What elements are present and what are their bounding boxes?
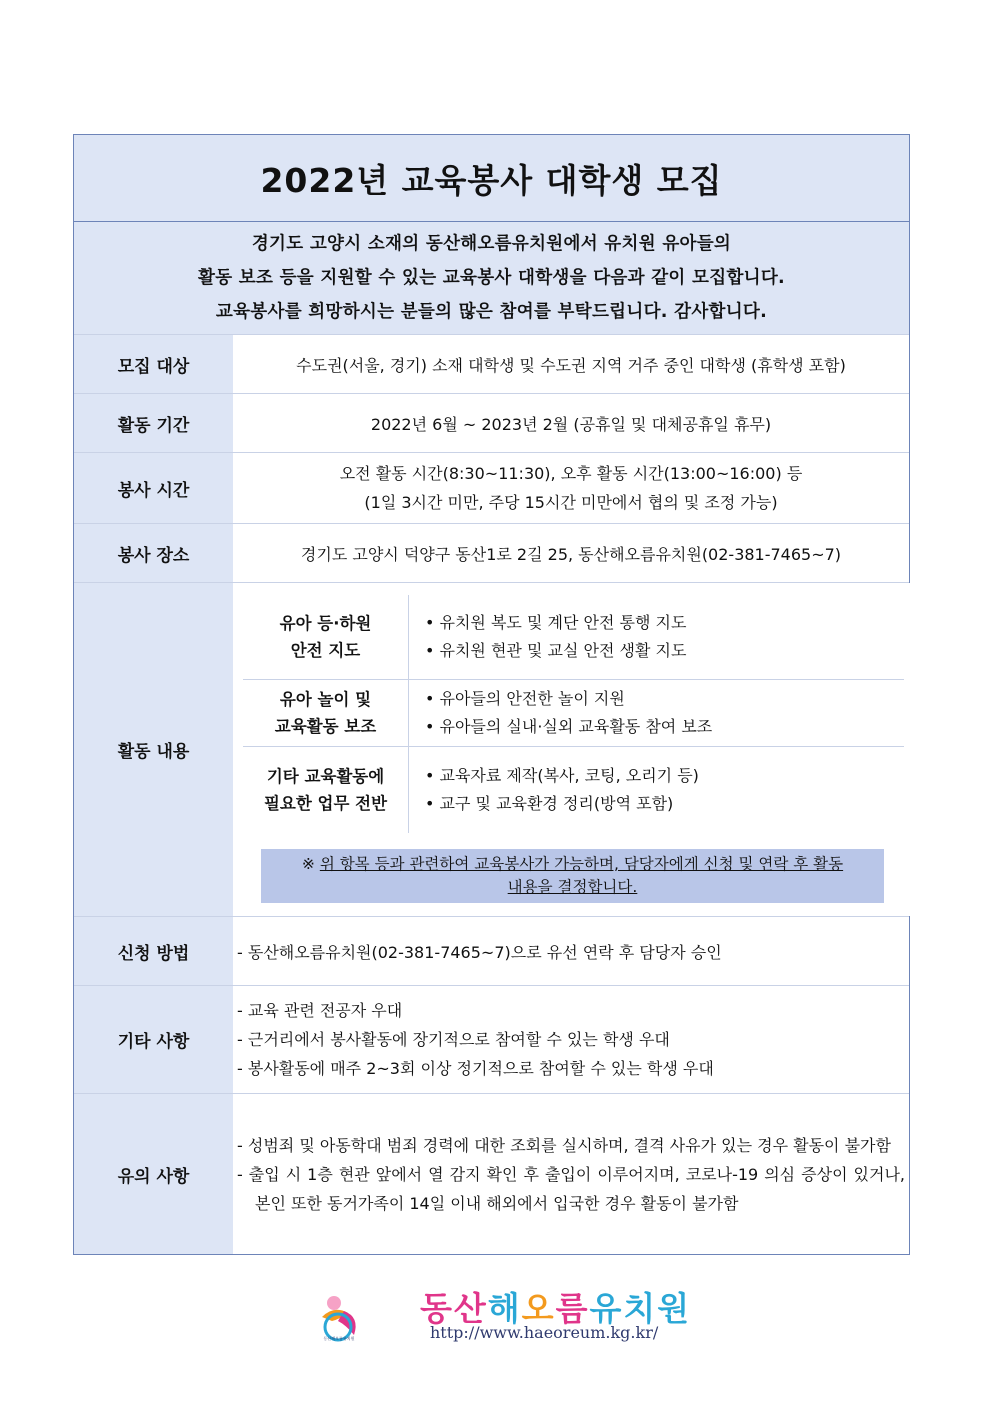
row-label: 활동 내용 (74, 583, 233, 916)
row-label: 유의 사항 (74, 1094, 233, 1254)
note-text: 내용을 결정합니다. (507, 878, 638, 896)
row-value: 경기도 고양시 덕양구 동산1로 2길 25, 동산해오름유치원(02-381-7465~7) (233, 524, 909, 582)
etc-line: - 근거리에서 봉사활동에 장기적으로 참여할 수 있는 학생 우대 (237, 1030, 670, 1049)
intro-line: 경기도 고양시 소재의 동산해오름유치원에서 유치원 유아들의 (251, 234, 732, 254)
activity-group (243, 680, 904, 747)
etc-line: - 봉사활동에 매주 2~3회 이상 정기적으로 참여할 수 있는 학생 우대 (237, 1059, 714, 1078)
row-label: 봉사 시간 (74, 453, 233, 523)
activity-item: • 유아들의 실내·실외 교육활동 참여 보조 (425, 717, 713, 736)
row-value: - 동산해오름유치원(02-381-7465~7)으로 유선 연락 후 담당자 승인 (233, 917, 909, 985)
activity-items (409, 747, 904, 833)
activity-head-line: 안전 지도 (290, 641, 361, 660)
activity-item: • 교육자료 제작(복사, 코팅, 오리기 등) (425, 766, 699, 785)
row-value (233, 453, 909, 523)
note-mark: ※ (301, 855, 320, 873)
brand-char: 해 (487, 1289, 522, 1328)
brand-char: 치 (623, 1289, 658, 1328)
activity-group-head (243, 680, 409, 746)
activity-head-line: 교육활동 보조 (274, 717, 377, 736)
row-value (233, 1094, 909, 1254)
caution-line: - 성범죄 및 아동학대 범죄 경력에 대한 조회를 실시하며, 결격 사유가 있는 경우 활동이 불가함 (237, 1135, 891, 1155)
activity-items (409, 680, 904, 746)
row-period (74, 393, 909, 452)
row-apply (74, 916, 909, 985)
row-value: 2022년 6월 ~ 2023년 2월 (공휴일 및 대체공휴일 휴무) (233, 394, 909, 452)
row-caution (74, 1093, 909, 1254)
row-label: 신청 방법 (74, 917, 233, 985)
row-time (74, 452, 909, 523)
activity-head-line: 필요한 업무 전반 (263, 794, 388, 813)
activity-group-head (243, 747, 409, 833)
activity-note (261, 849, 884, 903)
caution-line: - 출입 시 1층 현관 앞에서 열 감지 확인 후 출입이 이루어지며, 코로나-19 의심 증상이 있거나, 본인 또한 동거가족이 14일 이내 해외에서 입국한 경우 활동이 불가함 (237, 1164, 905, 1213)
activity-head-line: 기타 교육활동에 (266, 767, 385, 786)
activity-group-head (243, 595, 409, 679)
intro-box (74, 222, 909, 334)
row-value: 수도권(서울, 경기) 소재 대학생 및 수도권 지역 거주 중인 대학생 (휴학생 포함) (233, 335, 909, 393)
row-label: 모집 대상 (74, 335, 233, 393)
row-label: 봉사 장소 (74, 524, 233, 582)
activity-group (243, 595, 904, 680)
row-label: 기타 사항 (74, 986, 233, 1093)
etc-line: - 교육 관련 전공자 우대 (237, 1001, 403, 1020)
activity-item: • 유치원 현관 및 교실 안전 생활 지도 (425, 641, 687, 660)
recruitment-notice (73, 134, 910, 1255)
activity-item: • 유치원 복도 및 계단 안전 통행 지도 (425, 613, 687, 632)
brand-char: 름 (555, 1289, 590, 1328)
activity-head-line: 유아 놀이 및 (279, 690, 372, 709)
activity-group (243, 747, 904, 833)
row-place (74, 523, 909, 582)
row-etc (74, 985, 909, 1093)
website-link[interactable]: http://www.haeoreum.kg.kr/ (430, 1323, 659, 1342)
activity-head-line: 유아 등·하원 (279, 614, 372, 633)
activity-items (409, 595, 904, 679)
page-title: 2022년 교육봉사 대학생 모집 (260, 160, 723, 200)
intro-line: 교육봉사를 희망하시는 분들의 많은 참여를 부탁드립니다. 감사합니다. (215, 302, 768, 322)
time-line: (1일 3시간 미만, 주당 15시간 미만에서 협의 및 조정 가능) (364, 493, 778, 512)
brand-char: 산 (453, 1289, 488, 1328)
brand-char: 원 (657, 1289, 692, 1328)
kindergarten-logo (314, 1291, 364, 1343)
brand-char: 동 (420, 1289, 454, 1328)
activity-content (233, 583, 914, 916)
row-activity (74, 582, 909, 916)
footer (0, 1283, 992, 1353)
row-label: 활동 기간 (74, 394, 233, 452)
note-text: 위 항목 등과 관련하여 교육봉사가 가능하며, 담당자에게 신청 및 연락 후 활동 (319, 855, 844, 873)
time-line: 오전 활동 시간(8:30~11:30), 오후 활동 시간(13:00~16:00) 등 (339, 464, 803, 483)
intro-line: 활동 보조 등을 지원할 수 있는 교육봉사 대학생을 다음과 같이 모집합니다. (197, 268, 786, 288)
activity-item: • 교구 및 교육환경 정리(방역 포함) (425, 794, 674, 813)
row-target (74, 334, 909, 393)
logo-text: 동산해오름유치원 (323, 1336, 355, 1341)
brand-char: 오 (521, 1289, 556, 1328)
activity-item: • 유아들의 안전한 놀이 지원 (425, 689, 625, 708)
row-value (233, 986, 909, 1093)
title-box (74, 135, 909, 222)
brand-char: 유 (589, 1289, 624, 1328)
activity-table (243, 595, 904, 833)
